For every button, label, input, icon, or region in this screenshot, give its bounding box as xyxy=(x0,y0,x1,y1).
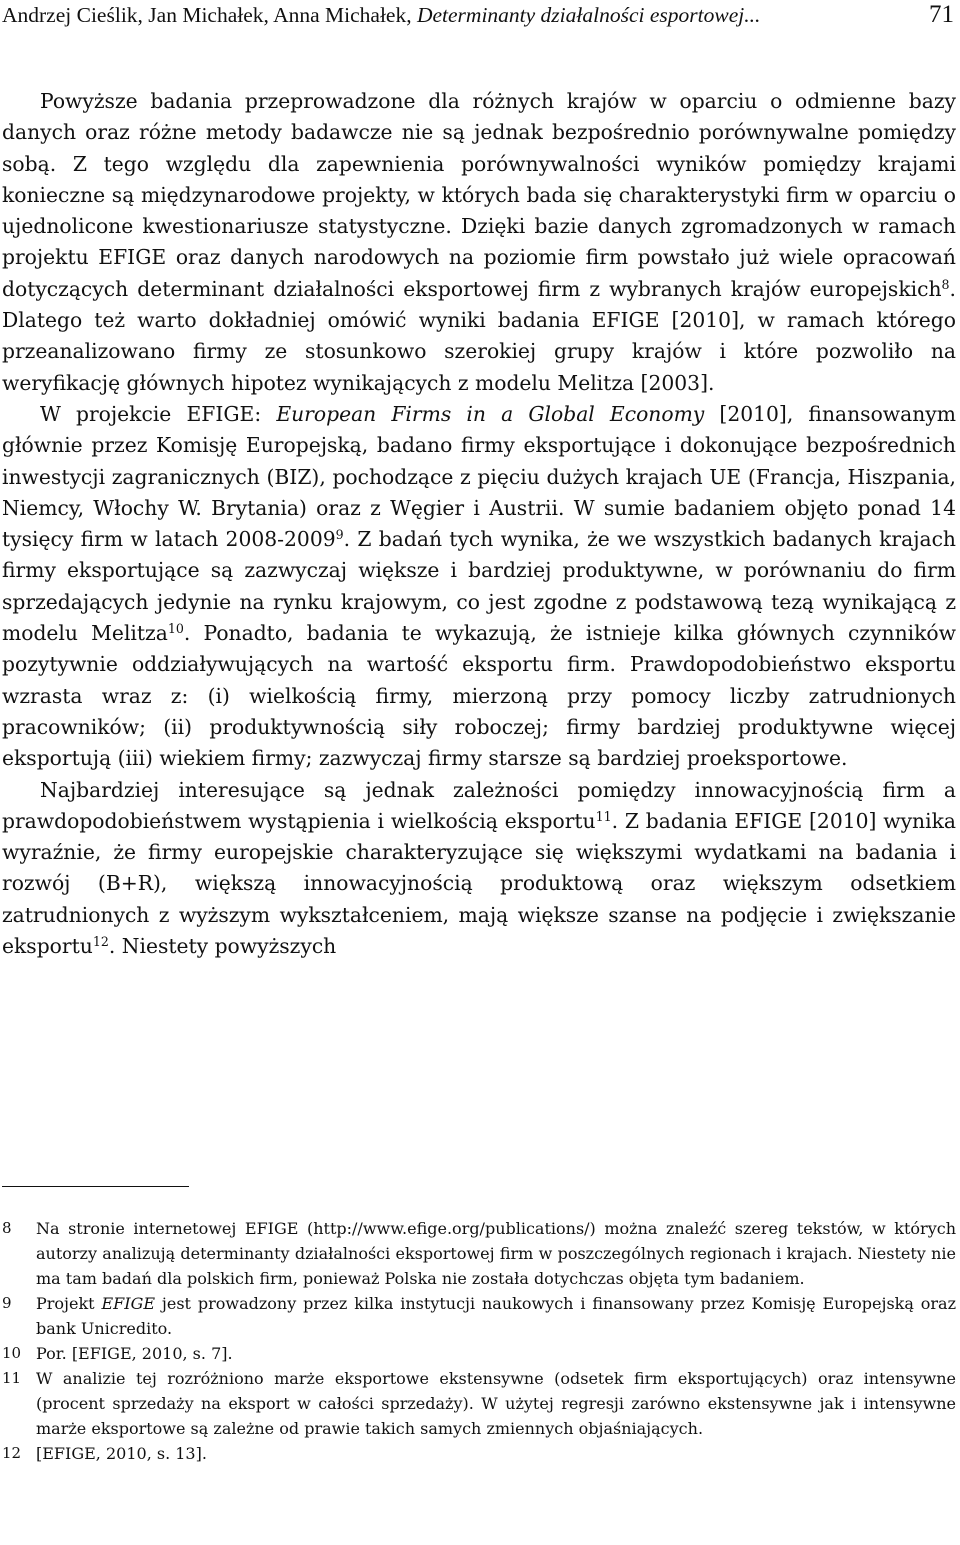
footnote-number: 9 xyxy=(2,1294,12,1312)
footnote-text-a: Projekt xyxy=(36,1294,102,1313)
footnote-text: W analizie tej rozróżniono marże eksportowe ekstensywne (odsetek firm eksportujących) oraz intensywne (procent sprzedaży na eksport w całości sprzedaży). W użytej regresji zarówno ekstensywne jak i intensywne marże eksportowe są zależne od prawie takich samych zmiennych objaśniających. xyxy=(36,1369,956,1438)
footnote-text: Na stronie internetowej EFIGE (http://www.efige.org/publications/) można znaleźć szereg tekstów, w których autorzy analizują determinanty działalności eksportowej firm w poszczególnych regionach i krajach. Niestety nie ma tam badań dla polskich firm, ponieważ Polska nie została dotychczas objęta tym badaniem. xyxy=(36,1219,956,1288)
footnote-12 xyxy=(2,1441,956,1466)
footnote-9 xyxy=(2,1291,956,1341)
paragraph-2-text-d: . Ponadto, badania te wykazują, że istnieje kilka głównych czynników pozytywnie oddziaływujących na wartość eksportu firm. Prawdopodobieństwo eksportu wzrasta wraz z: (i) wielkością firmy, mierzoną przy pomocy liczby zatrudnionych pracowników; (ii) produktywnością siły roboczej; firmy bardziej produktywne więcej eksportują (iii) wiekiem firmy; zazwyczaj firmy starsze są bardziej proeksportowe. xyxy=(2,621,956,771)
header-citation xyxy=(2,2,760,28)
footnote-10 xyxy=(2,1341,956,1366)
paragraph-3-text: Najbardziej interesujące są jednak zależności pomiędzy innowacyjnością firm a prawdopodobieństwem wystąpienia i wielkością eksportu xyxy=(2,777,956,833)
footnote-number: 10 xyxy=(2,1344,22,1362)
paragraph-3-text-c: . Niestety powyższych xyxy=(108,934,337,959)
footnote-text: Por. [EFIGE, 2010, s. 7]. xyxy=(36,1344,233,1363)
header-authors: Andrzej Cieślik, Jan Michałek, Anna Michałek, xyxy=(2,3,417,27)
footnote-number: 8 xyxy=(2,1219,12,1237)
paragraph-2-italic-title: European Firms in a Global Economy xyxy=(276,401,705,426)
page-number: 71 xyxy=(929,1,954,28)
paragraph-3 xyxy=(2,775,956,963)
footnote-ref-11[interactable]: 11 xyxy=(595,808,612,824)
footnote-text: [EFIGE, 2010, s. 13]. xyxy=(36,1444,207,1463)
footnote-ref-8[interactable]: 8 xyxy=(941,276,950,292)
footnote-number: 12 xyxy=(2,1444,22,1462)
footnote-ref-9[interactable]: 9 xyxy=(335,527,344,543)
footnote-11 xyxy=(2,1366,956,1441)
footnote-text xyxy=(36,1291,956,1341)
footnote-ref-12[interactable]: 12 xyxy=(92,934,109,950)
footnote-separator xyxy=(2,1186,189,1187)
paragraph-1-text: Powyższe badania przeprowadzone dla różnych krajów w oparciu o odmienne bazy danych oraz różne metody badawcze nie są jednak bezpośrednio porównywalne pomiędzy sobą. Z tego względu dla zapewnienia porównywalności wyników pomiędzy krajami konieczne są międzynarodowe projekty, w których bada się charakterystyki firm w oparciu o ujednolicone kwestionariusze statystyczne. Dzięki bazie danych zgromadzonych w ramach projektu EFIGE oraz danych narodowych na poziomie firm powstało już wiele opracowań dotyczących determinant działalności eksportowej firm z wybranych krajów europejskich xyxy=(2,89,956,301)
paragraph-2-text-c: . Z badań tych wynika, że we wszystkich badanych krajach firmy eksportujące są zazwyczaj większe i bardziej produktywne, w porównaniu do firm sprzedających jedynie na rynku krajowym, co jest zgodne z podstawową tezą wynikającą z modelu Melitza xyxy=(2,527,956,646)
paragraph-1 xyxy=(2,86,956,399)
running-header xyxy=(2,2,954,28)
footnote-number: 11 xyxy=(2,1369,22,1387)
footnote-ref-10[interactable]: 10 xyxy=(167,621,184,637)
footnote-8 xyxy=(2,1216,956,1291)
paragraph-2-text: W projekcie EFIGE: xyxy=(40,401,277,426)
header-short-title: Determinanty działalności esportowej... xyxy=(416,3,761,27)
paragraph-3-text-b: . Z badania EFIGE [2010] wynika wyraźnie, że firmy europejskie charakteryzujące się większymi wydatkami na badania i rozwój (B+R), większą innowacyjnością produktową oraz większym odsetkiem zatrudnionych z wyższym wykształceniem, mają większe szanse na podjęcie i zwiększanie eksportu xyxy=(2,808,956,959)
footnotes xyxy=(2,1216,956,1466)
main-text xyxy=(2,86,956,962)
paragraph-2 xyxy=(2,399,956,775)
footnote-text-b: jest prowadzony przez kilka instytucji naukowych i finansowany przez Komisję Europejską oraz bank Unicredito. xyxy=(36,1294,957,1338)
paragraph-2-text-b: [2010], finansowanym głównie przez Komisję Europejską, badano firmy eksportujące i dokonujące bezpośrednich inwestycji zagranicznych (BIZ), pochodzące z pięciu dużych krajach UE (Francja, Hiszpania, Niemcy, Włochy W. Brytania) oraz z Węgier i Austrii. W sumie badaniem objęto ponad 14 tysięcy firm w latach 2008-2009 xyxy=(2,401,956,552)
paragraph-1-text-cont: . Dlatego też warto dokładniej omówić wyniki badania EFIGE [2010], w ramach którego przeanalizowano firmy ze stosunkowo szerokiej grupy krajów i które pozwoliło na weryfikację głównych hipotez wynikających z modelu Melitza [2003]. xyxy=(2,276,956,395)
footnote-italic: EFIGE xyxy=(101,1294,156,1313)
